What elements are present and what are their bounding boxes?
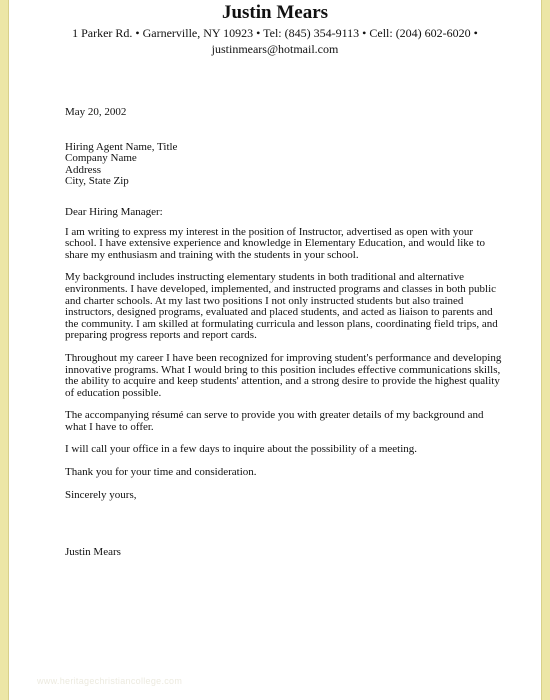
letter-date: May 20, 2002 (65, 106, 127, 118)
signature-name: Justin Mears (65, 546, 121, 559)
recipient-line: City, State Zip (65, 175, 129, 188)
closing: Sincerely yours, (65, 488, 137, 501)
letter-body (65, 107, 505, 559)
salutation: Dear Hiring Manager: (65, 205, 163, 218)
paragraph: My background includes instructing elementary students in both traditional and alternative environments. I have developed, implemented, and instructed programs and classes in both public and charter schools. At my last two positions I not only instructed students but also trained instructors, designed programs, evaluated and placed students, and acted as liaison to parents and the community. I am skilled at formulating curricula and lesson plans, coordinating field trips, and preparing progress reports and report cards. (65, 271, 498, 342)
recipient-line: Hiring Agent Name, Title (65, 140, 178, 153)
sender-name: Justin Mears (221, 2, 329, 23)
recipient-line: Company Name (65, 152, 137, 165)
paragraph: The accompanying résumé can serve to provide you with greater details of my background and what I have to offer. (65, 409, 484, 433)
watermark: www.heritagechristiancollege.com (37, 676, 183, 686)
recipient-address (65, 142, 505, 188)
paragraph: I will call your office in a few days to inquire about the possibility of a meeting. (65, 443, 418, 456)
paragraph: I am writing to express my interest in the position of Instructor, advertised as open with your school. I have extensive experience and knowledge in Elementary Education, and would like to share my enthusiasm and training with the students in your school. (65, 225, 485, 261)
letterhead (9, 1, 541, 57)
sender-email: justinmears@hotmail.com (211, 42, 339, 56)
letter-page (9, 0, 541, 700)
paragraph: Throughout my career I have been recognized for improving student's performance and developing innovative programs. What I would bring to this position includes effective communications skills, the ability to acquire and keep students' attention, and a strong desire to provide the highest quality of education possible. (65, 351, 502, 399)
sender-contact-line: 1 Parker Rd. • Garnerville, NY 10923 • Tel: (845) 354-9113 • Cell: (204) 602-6020 • (72, 26, 478, 40)
paragraph: Thank you for your time and consideration. (65, 466, 257, 479)
recipient-line: Address (65, 163, 102, 176)
